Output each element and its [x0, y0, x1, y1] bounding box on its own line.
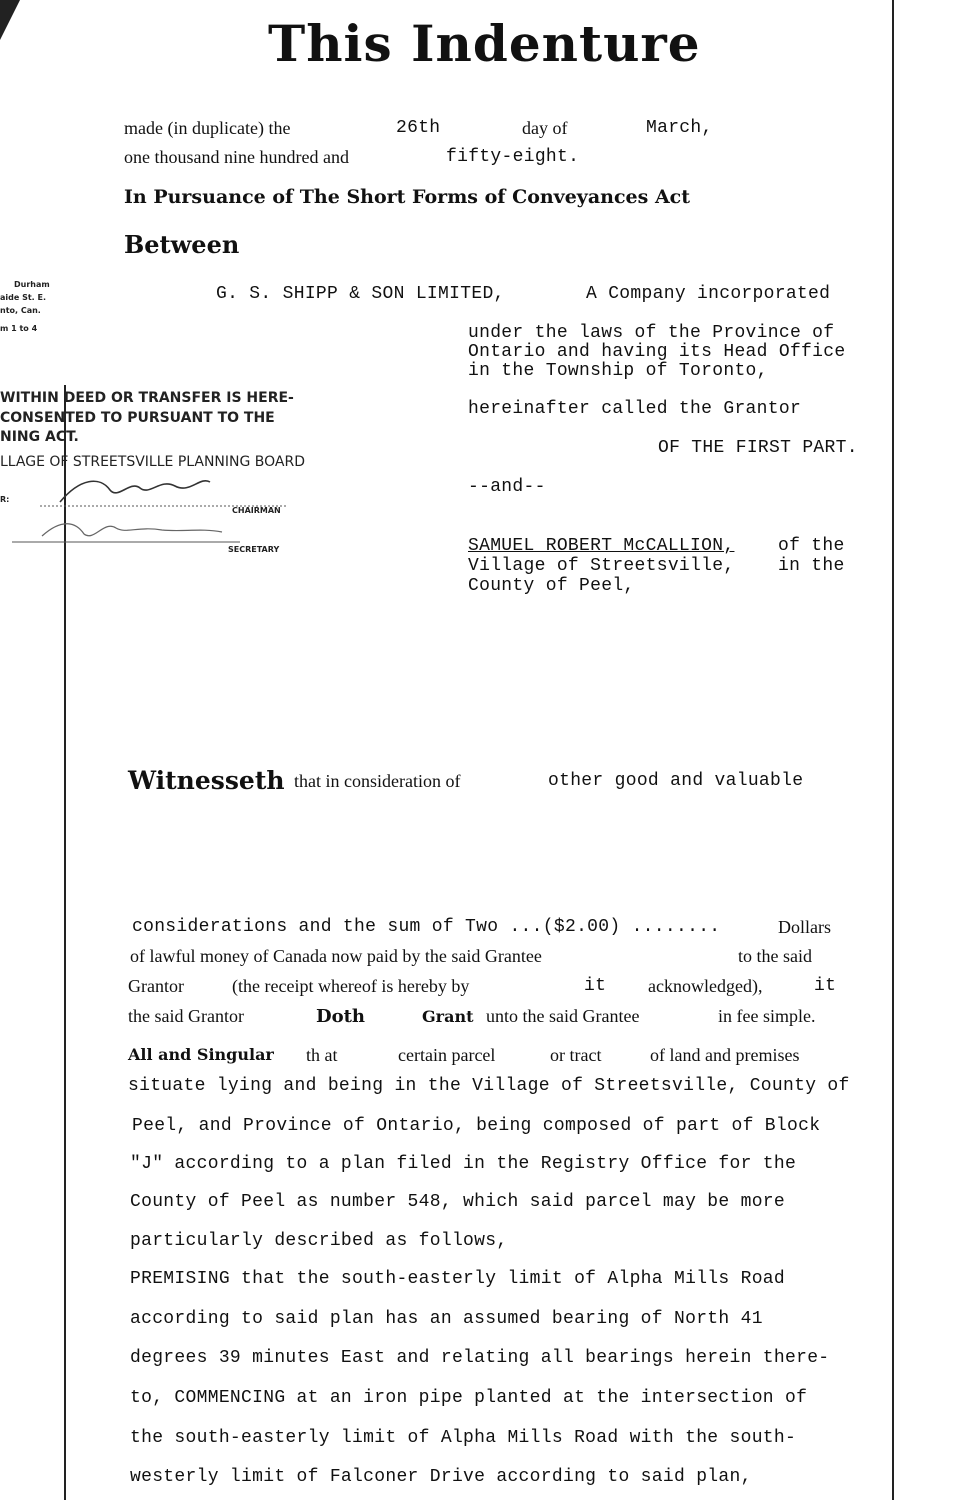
- body-line-5-c: certain parcel: [398, 1045, 496, 1065]
- grantor-name: G. S. SHIPP & SON LIMITED,: [216, 284, 505, 304]
- body-line-4-b: Doth: [316, 1006, 366, 1027]
- right-margin-rule: [892, 0, 894, 1500]
- left-margin-rule: [64, 385, 66, 1500]
- body-line-3-a: Grantor: [128, 976, 184, 996]
- body-line-5-b: th at: [306, 1045, 338, 1065]
- grantor-desc-2: under the laws of the Province of: [468, 323, 835, 343]
- margin-address-3: nto, Can.: [0, 306, 41, 315]
- pursuance-heading: In Pursuance of The Short Forms of Conveyances Act: [124, 186, 691, 208]
- made-line-label: made (in duplicate) the: [124, 118, 291, 138]
- witnesseth-typed: other good and valuable: [548, 771, 804, 791]
- corner-mark: [0, 0, 20, 40]
- grantor-desc-4: in the Township of Toronto,: [468, 361, 768, 381]
- body-line-3-d: acknowledged),: [648, 976, 763, 996]
- typed-line-4: County of Peel as number 548, which said parcel may be more: [130, 1192, 786, 1212]
- document-title: This Indenture: [268, 14, 701, 73]
- body-line-2-b: to the said: [738, 946, 812, 966]
- grantor-desc-3: Ontario and having its Head Office: [468, 342, 846, 362]
- grantor-part: OF THE FIRST PART.: [658, 438, 858, 458]
- grantee-name: SAMUEL ROBERT McCALLION,: [468, 536, 735, 556]
- body-line-5-a: All and Singular: [128, 1045, 274, 1064]
- typed-line-11: westerly limit of Falconer Drive according to said plan,: [130, 1467, 752, 1487]
- year-line-label: one thousand nine hundred and: [124, 147, 349, 167]
- typed-line-9: to, COMMENCING at an iron pipe planted at the intersection of: [130, 1388, 808, 1408]
- grantee-in-the: in the: [778, 556, 845, 576]
- typed-line-3: "J" according to a plan filed in the Registry Office for the: [130, 1154, 797, 1174]
- secretary-signature: [12, 512, 242, 546]
- typed-line-7: according to said plan has an assumed bearing of North 41: [130, 1309, 763, 1329]
- body-line-3-c: it: [584, 976, 607, 996]
- body-line-1-b: Dollars: [778, 917, 831, 937]
- body-line-5-e: of land and premises: [650, 1045, 800, 1065]
- grantee-line-2: Village of Streetsville,: [468, 556, 735, 576]
- stamp-r-label: R:: [0, 495, 10, 504]
- between-heading: Between: [124, 230, 240, 259]
- body-line-3-b: (the receipt whereof is hereby by: [232, 976, 470, 996]
- body-line-4-e: in fee simple.: [718, 1006, 816, 1026]
- grantee-line-3: County of Peel,: [468, 576, 635, 596]
- margin-address-4: m 1 to 4: [0, 324, 38, 333]
- year-value: fifty-eight.: [446, 147, 580, 167]
- stamp-line-4: LLAGE OF STREETSVILLE PLANNING BOARD: [0, 454, 306, 470]
- body-line-4-c: Grant: [422, 1007, 474, 1026]
- margin-address-1: Durham: [14, 280, 50, 289]
- typed-line-8: degrees 39 minutes East and relating all bearings herein there-: [130, 1348, 830, 1368]
- grantee-of-the: of the: [778, 536, 845, 556]
- made-day: 26th: [396, 118, 441, 138]
- typed-line-5: particularly described as follows,: [130, 1231, 508, 1251]
- typed-line-10: the south-easterly limit of Alpha Mills Road with the south-: [130, 1428, 797, 1448]
- grantor-called: hereinafter called the Grantor: [468, 399, 802, 419]
- made-day-of: day of: [522, 118, 568, 138]
- body-line-2-a: of lawful money of Canada now paid by the said Grantee: [130, 946, 542, 966]
- margin-address-2: aide St. E.: [0, 293, 46, 302]
- made-month: March,: [646, 118, 713, 138]
- and-separator: --and--: [468, 477, 546, 497]
- grantor-desc-1: A Company incorporated: [586, 284, 831, 304]
- body-line-1-a: considerations and the sum of Two ...($2.00) ........: [132, 917, 721, 937]
- stamp-line-3: NING ACT.: [0, 429, 79, 445]
- chairman-signature: [40, 470, 290, 510]
- body-line-3-e: it: [814, 976, 837, 996]
- chairman-label: CHAIRMAN: [232, 506, 281, 515]
- typed-line-6: PREMISING that the south-easterly limit of Alpha Mills Road: [130, 1269, 786, 1289]
- witnesseth-text: that in consideration of: [294, 771, 461, 791]
- body-line-5-d: or tract: [550, 1045, 602, 1065]
- typed-line-2: Peel, and Province of Ontario, being composed of part of Block: [132, 1116, 821, 1136]
- typed-line-1: situate lying and being in the Village of Streetsville, County of: [128, 1076, 850, 1096]
- witnesseth-heading: Witnesseth: [128, 766, 285, 795]
- stamp-line-2: CONSENTED TO PURSUANT TO THE: [0, 410, 275, 426]
- body-line-4-a: the said Grantor: [128, 1006, 244, 1026]
- body-line-4-d: unto the said Grantee: [486, 1006, 640, 1026]
- stamp-line-1: WITHIN DEED OR TRANSFER IS HERE-: [0, 390, 294, 406]
- secretary-label: SECRETARY: [228, 545, 280, 554]
